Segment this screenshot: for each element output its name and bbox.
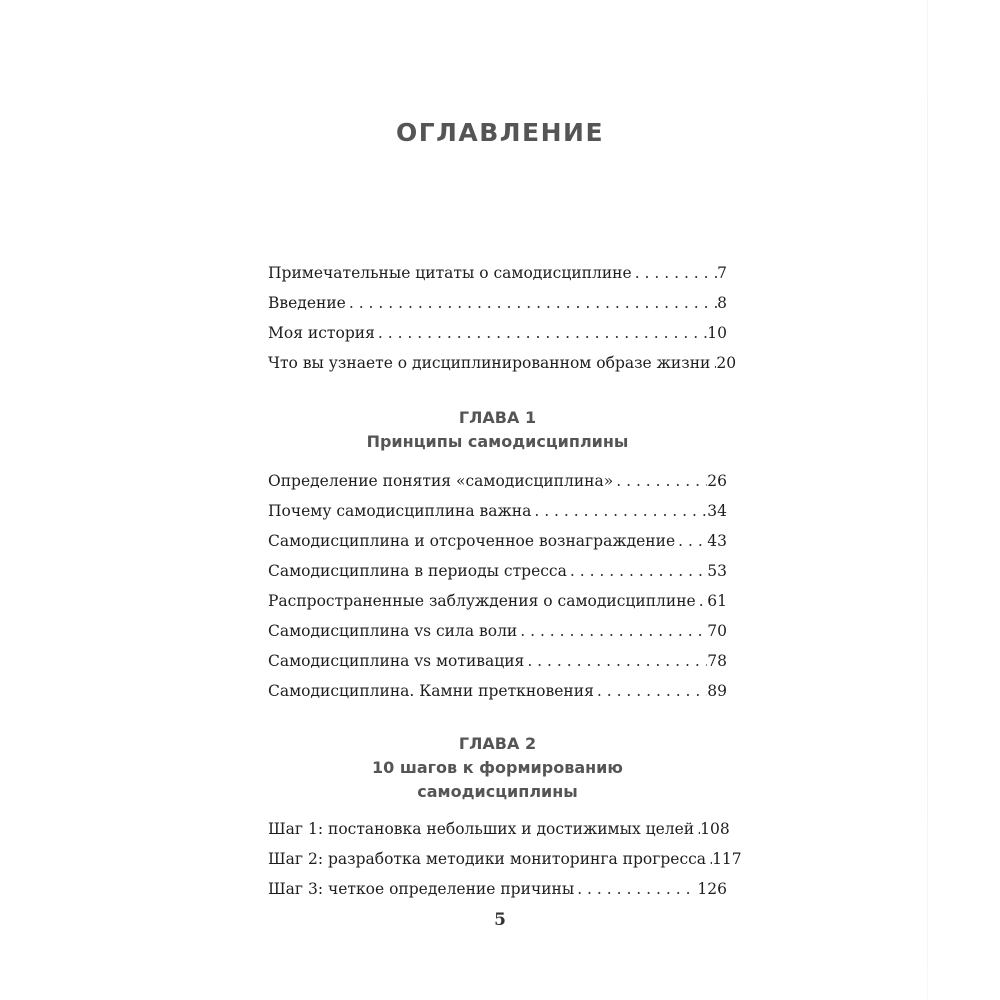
toc-entry-page: 70 bbox=[707, 622, 727, 640]
dot-leader bbox=[531, 496, 707, 526]
chapter-1-entries bbox=[268, 466, 727, 706]
toc-entry[interactable] bbox=[268, 258, 727, 288]
chapter-2-title-line-1: 10 шагов к формированию bbox=[372, 758, 623, 777]
toc-entry[interactable] bbox=[268, 874, 727, 904]
chapter-1-label: ГЛАВА 1 bbox=[458, 408, 537, 427]
page-edge-shadow bbox=[927, 0, 928, 1000]
toc-entry[interactable] bbox=[268, 466, 727, 496]
toc-entry-page: 43 bbox=[707, 532, 727, 550]
toc-entry[interactable] bbox=[268, 526, 727, 556]
toc-entry-text: Что вы узнаете о дисциплинированном образе жизни bbox=[268, 354, 711, 372]
toc-entry[interactable] bbox=[268, 814, 730, 844]
dot-leader bbox=[375, 318, 707, 348]
dot-leader bbox=[524, 646, 707, 676]
dot-leader bbox=[346, 288, 717, 318]
toc-entry-page: 20 bbox=[716, 354, 737, 372]
chapter-2-label: ГЛАВА 2 bbox=[458, 734, 537, 753]
toc-entry-text: Самодисциплина vs мотивация bbox=[268, 652, 525, 670]
toc-entry-text: Шаг 2: разработка методики мониторинга прогресса bbox=[268, 850, 707, 868]
toc-entry-text: Моя история bbox=[268, 324, 375, 342]
dot-leader bbox=[594, 676, 707, 706]
toc-entry[interactable] bbox=[268, 676, 727, 706]
toc-entry-page: 78 bbox=[707, 652, 727, 670]
dot-leader bbox=[632, 258, 717, 288]
toc-entry-page: 61 bbox=[707, 592, 727, 610]
chapter-2-entries bbox=[268, 814, 742, 904]
toc-entry-page: 7 bbox=[717, 264, 727, 282]
toc-entry[interactable] bbox=[268, 556, 727, 586]
toc-entry[interactable] bbox=[268, 586, 727, 616]
page-number: 5 bbox=[494, 910, 506, 930]
chapter-1-title: Принципы самодисциплины bbox=[366, 432, 629, 451]
toc-entry-text: Шаг 1: постановка небольших и достижимых целей bbox=[268, 820, 695, 838]
toc-entry[interactable] bbox=[268, 496, 727, 526]
chapter-2-title-line-2: самодисциплины bbox=[417, 782, 578, 801]
table-of-contents bbox=[268, 258, 742, 904]
toc-entry-page: 34 bbox=[707, 502, 727, 520]
toc-entry-page: 89 bbox=[707, 682, 727, 700]
toc-entry-text: Определение понятия «самодисциплина» bbox=[268, 472, 614, 490]
dot-leader bbox=[613, 466, 707, 496]
toc-entry-page: 53 bbox=[707, 562, 727, 580]
page-title: ОГЛАВЛЕНИЕ bbox=[395, 118, 605, 147]
toc-entry-text: Почему самодисциплина важна bbox=[268, 502, 532, 520]
toc-entry[interactable] bbox=[268, 616, 727, 646]
toc-entry-page: 117 bbox=[712, 850, 742, 868]
toc-entry-page: 26 bbox=[707, 472, 727, 490]
toc-entry-page: 8 bbox=[717, 294, 727, 312]
toc-entry-text: Примечательные цитаты о самодисциплине bbox=[268, 264, 632, 282]
toc-entry-text: Самодисциплина vs сила воли bbox=[268, 622, 518, 640]
toc-entry[interactable] bbox=[268, 318, 727, 348]
toc-entry-text: Самодисциплина и отсроченное вознаграждение bbox=[268, 532, 676, 550]
intro-entries bbox=[268, 258, 737, 378]
toc-entry-text: Самодисциплина. Камни преткновения bbox=[268, 682, 594, 700]
toc-entry-page: 126 bbox=[697, 880, 727, 898]
dot-leader bbox=[696, 586, 708, 616]
toc-entry-text: Самодисциплина в периоды стресса bbox=[268, 562, 567, 580]
chapter-2-heading bbox=[268, 732, 727, 804]
toc-entry[interactable] bbox=[268, 844, 742, 874]
toc-entry-page: 108 bbox=[700, 820, 730, 838]
dot-leader bbox=[517, 616, 707, 646]
dot-leader bbox=[574, 874, 697, 904]
toc-entry-text: Распространенные заблуждения о самодисциплине bbox=[268, 592, 696, 610]
toc-entry-text: Шаг 3: четкое определение причины bbox=[268, 880, 575, 898]
dot-leader bbox=[675, 526, 707, 556]
toc-entry[interactable] bbox=[268, 288, 727, 318]
chapter-1-heading bbox=[268, 406, 727, 454]
toc-entry[interactable] bbox=[268, 646, 727, 676]
toc-entry-text: Введение bbox=[268, 294, 346, 312]
dot-leader bbox=[567, 556, 707, 586]
toc-entry-page: 10 bbox=[707, 324, 727, 342]
toc-entry[interactable] bbox=[268, 348, 737, 378]
